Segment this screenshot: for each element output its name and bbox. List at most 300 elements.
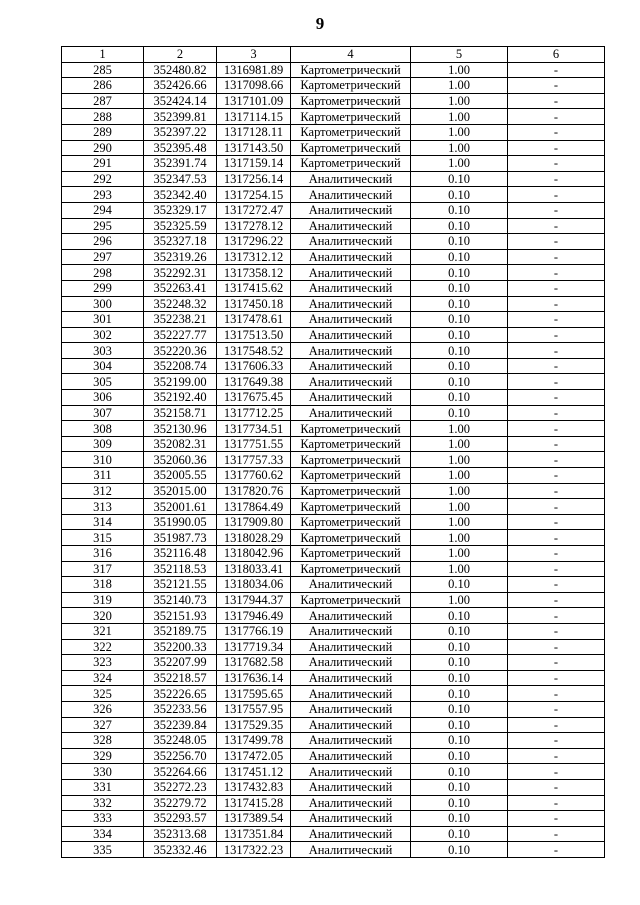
method-cell: Картометрический (291, 561, 411, 577)
note-cell: - (508, 795, 605, 811)
note-cell: - (508, 608, 605, 624)
method-cell: Картометрический (291, 140, 411, 156)
point-number-cell: 302 (62, 327, 144, 343)
method-cell: Аналитический (291, 733, 411, 749)
table-row (62, 171, 605, 187)
table-row (62, 62, 605, 78)
header-cell-5: 5 (411, 47, 508, 63)
table-row (62, 670, 605, 686)
x-coordinate-cell: 352272.23 (144, 779, 217, 795)
note-cell: - (508, 748, 605, 764)
y-coordinate-cell: 1317389.54 (217, 811, 291, 827)
table-row (62, 483, 605, 499)
method-cell: Картометрический (291, 514, 411, 530)
x-coordinate-cell: 352189.75 (144, 623, 217, 639)
accuracy-cell: 0.10 (411, 358, 508, 374)
x-coordinate-cell: 352199.00 (144, 374, 217, 390)
y-coordinate-cell: 1317358.12 (217, 265, 291, 281)
accuracy-cell: 1.00 (411, 592, 508, 608)
table-row (62, 514, 605, 530)
y-coordinate-cell: 1317143.50 (217, 140, 291, 156)
table-row (62, 156, 605, 172)
table-row (62, 265, 605, 281)
note-cell: - (508, 452, 605, 468)
accuracy-cell: 1.00 (411, 561, 508, 577)
method-cell: Картометрический (291, 499, 411, 515)
x-coordinate-cell: 352116.48 (144, 546, 217, 562)
y-coordinate-cell: 1317636.14 (217, 670, 291, 686)
note-cell: - (508, 327, 605, 343)
accuracy-cell: 0.10 (411, 795, 508, 811)
x-coordinate-cell: 352480.82 (144, 62, 217, 78)
table-row (62, 218, 605, 234)
y-coordinate-cell: 1317322.23 (217, 842, 291, 858)
point-number-cell: 314 (62, 514, 144, 530)
y-coordinate-cell: 1317909.80 (217, 514, 291, 530)
y-coordinate-cell: 1317529.35 (217, 717, 291, 733)
point-number-cell: 334 (62, 826, 144, 842)
note-cell: - (508, 265, 605, 281)
accuracy-cell: 0.10 (411, 374, 508, 390)
accuracy-cell: 0.10 (411, 234, 508, 250)
table-row (62, 234, 605, 250)
accuracy-cell: 1.00 (411, 452, 508, 468)
note-cell: - (508, 686, 605, 702)
y-coordinate-cell: 1318033.41 (217, 561, 291, 577)
accuracy-cell: 1.00 (411, 468, 508, 484)
method-cell: Аналитический (291, 218, 411, 234)
y-coordinate-cell: 1317272.47 (217, 202, 291, 218)
accuracy-cell: 0.10 (411, 608, 508, 624)
method-cell: Картометрический (291, 62, 411, 78)
table-row (62, 779, 605, 795)
table-row (62, 312, 605, 328)
y-coordinate-cell: 1317101.09 (217, 93, 291, 109)
x-coordinate-cell: 351990.05 (144, 514, 217, 530)
note-cell: - (508, 140, 605, 156)
method-cell: Аналитический (291, 390, 411, 406)
table-row (62, 452, 605, 468)
y-coordinate-cell: 1317766.19 (217, 623, 291, 639)
point-number-cell: 285 (62, 62, 144, 78)
header-cell-6: 6 (508, 47, 605, 63)
note-cell: - (508, 623, 605, 639)
point-number-cell: 325 (62, 686, 144, 702)
accuracy-cell: 0.10 (411, 842, 508, 858)
y-coordinate-cell: 1317682.58 (217, 655, 291, 671)
x-coordinate-cell: 352227.77 (144, 327, 217, 343)
accuracy-cell: 1.00 (411, 546, 508, 562)
method-cell: Картометрический (291, 421, 411, 437)
accuracy-cell: 0.10 (411, 296, 508, 312)
y-coordinate-cell: 1317351.84 (217, 826, 291, 842)
table-row (62, 93, 605, 109)
x-coordinate-cell: 352248.05 (144, 733, 217, 749)
method-cell: Аналитический (291, 312, 411, 328)
accuracy-cell: 1.00 (411, 514, 508, 530)
table-row (62, 343, 605, 359)
y-coordinate-cell: 1317734.51 (217, 421, 291, 437)
method-cell: Аналитический (291, 686, 411, 702)
y-coordinate-cell: 1317946.49 (217, 608, 291, 624)
accuracy-cell: 1.00 (411, 140, 508, 156)
x-coordinate-cell: 352399.81 (144, 109, 217, 125)
table-row (62, 733, 605, 749)
point-number-cell: 318 (62, 577, 144, 593)
note-cell: - (508, 717, 605, 733)
y-coordinate-cell: 1317415.28 (217, 795, 291, 811)
table-row (62, 842, 605, 858)
point-number-cell: 303 (62, 343, 144, 359)
point-number-cell: 292 (62, 171, 144, 187)
point-number-cell: 289 (62, 124, 144, 140)
table-row (62, 124, 605, 140)
x-coordinate-cell: 352263.41 (144, 280, 217, 296)
accuracy-cell: 0.10 (411, 265, 508, 281)
point-number-cell: 315 (62, 530, 144, 546)
x-coordinate-cell: 352118.53 (144, 561, 217, 577)
point-number-cell: 310 (62, 452, 144, 468)
accuracy-cell: 1.00 (411, 93, 508, 109)
note-cell: - (508, 249, 605, 265)
point-number-cell: 320 (62, 608, 144, 624)
x-coordinate-cell: 352395.48 (144, 140, 217, 156)
note-cell: - (508, 733, 605, 749)
method-cell: Аналитический (291, 623, 411, 639)
note-cell: - (508, 109, 605, 125)
point-number-cell: 290 (62, 140, 144, 156)
note-cell: - (508, 358, 605, 374)
note-cell: - (508, 296, 605, 312)
table-row (62, 140, 605, 156)
x-coordinate-cell: 352001.61 (144, 499, 217, 515)
point-number-cell: 305 (62, 374, 144, 390)
y-coordinate-cell: 1317432.83 (217, 779, 291, 795)
point-number-cell: 332 (62, 795, 144, 811)
accuracy-cell: 0.10 (411, 686, 508, 702)
table-row (62, 577, 605, 593)
y-coordinate-cell: 1317478.61 (217, 312, 291, 328)
x-coordinate-cell: 352207.99 (144, 655, 217, 671)
point-number-cell: 323 (62, 655, 144, 671)
header-cell-1: 1 (62, 47, 144, 63)
method-cell: Картометрический (291, 436, 411, 452)
y-coordinate-cell: 1316981.89 (217, 62, 291, 78)
y-coordinate-cell: 1317499.78 (217, 733, 291, 749)
accuracy-cell: 1.00 (411, 62, 508, 78)
table-row (62, 390, 605, 406)
point-number-cell: 288 (62, 109, 144, 125)
accuracy-cell: 0.10 (411, 187, 508, 203)
table-row (62, 764, 605, 780)
accuracy-cell: 0.10 (411, 733, 508, 749)
y-coordinate-cell: 1317820.76 (217, 483, 291, 499)
note-cell: - (508, 234, 605, 250)
x-coordinate-cell: 352121.55 (144, 577, 217, 593)
x-coordinate-cell: 352293.57 (144, 811, 217, 827)
point-number-cell: 295 (62, 218, 144, 234)
accuracy-cell: 0.10 (411, 717, 508, 733)
accuracy-cell: 1.00 (411, 124, 508, 140)
note-cell: - (508, 390, 605, 406)
note-cell: - (508, 62, 605, 78)
note-cell: - (508, 93, 605, 109)
point-number-cell: 301 (62, 312, 144, 328)
table-body (62, 62, 605, 857)
y-coordinate-cell: 1317757.33 (217, 452, 291, 468)
point-number-cell: 294 (62, 202, 144, 218)
note-cell: - (508, 764, 605, 780)
point-number-cell: 300 (62, 296, 144, 312)
point-number-cell: 316 (62, 546, 144, 562)
table-row (62, 202, 605, 218)
accuracy-cell: 0.10 (411, 577, 508, 593)
table-row (62, 623, 605, 639)
accuracy-cell: 0.10 (411, 826, 508, 842)
note-cell: - (508, 468, 605, 484)
x-coordinate-cell: 352347.53 (144, 171, 217, 187)
accuracy-cell: 0.10 (411, 249, 508, 265)
method-cell: Аналитический (291, 795, 411, 811)
note-cell: - (508, 811, 605, 827)
y-coordinate-cell: 1317254.15 (217, 187, 291, 203)
method-cell: Картометрический (291, 468, 411, 484)
point-number-cell: 309 (62, 436, 144, 452)
point-number-cell: 321 (62, 623, 144, 639)
table-row (62, 811, 605, 827)
note-cell: - (508, 436, 605, 452)
table-row (62, 717, 605, 733)
point-number-cell: 312 (62, 483, 144, 499)
table-row (62, 187, 605, 203)
table-row (62, 795, 605, 811)
accuracy-cell: 0.10 (411, 202, 508, 218)
method-cell: Аналитический (291, 608, 411, 624)
table-row (62, 374, 605, 390)
method-cell: Аналитический (291, 655, 411, 671)
accuracy-cell: 0.10 (411, 779, 508, 795)
accuracy-cell: 1.00 (411, 78, 508, 94)
accuracy-cell: 1.00 (411, 499, 508, 515)
y-coordinate-cell: 1317712.25 (217, 405, 291, 421)
note-cell: - (508, 779, 605, 795)
method-cell: Аналитический (291, 327, 411, 343)
table-row (62, 639, 605, 655)
accuracy-cell: 1.00 (411, 109, 508, 125)
x-coordinate-cell: 352158.71 (144, 405, 217, 421)
x-coordinate-cell: 352325.59 (144, 218, 217, 234)
point-number-cell: 299 (62, 280, 144, 296)
accuracy-cell: 0.10 (411, 280, 508, 296)
method-cell: Аналитический (291, 249, 411, 265)
x-coordinate-cell: 352292.31 (144, 265, 217, 281)
note-cell: - (508, 405, 605, 421)
point-number-cell: 328 (62, 733, 144, 749)
note-cell: - (508, 670, 605, 686)
y-coordinate-cell: 1317451.12 (217, 764, 291, 780)
method-cell: Картометрический (291, 546, 411, 562)
note-cell: - (508, 171, 605, 187)
point-number-cell: 291 (62, 156, 144, 172)
y-coordinate-cell: 1318028.29 (217, 530, 291, 546)
point-number-cell: 322 (62, 639, 144, 655)
x-coordinate-cell: 352005.55 (144, 468, 217, 484)
method-cell: Аналитический (291, 296, 411, 312)
table-row (62, 405, 605, 421)
accuracy-cell: 0.10 (411, 405, 508, 421)
note-cell: - (508, 701, 605, 717)
table-row (62, 436, 605, 452)
x-coordinate-cell: 352192.40 (144, 390, 217, 406)
accuracy-cell: 0.10 (411, 764, 508, 780)
method-cell: Аналитический (291, 343, 411, 359)
method-cell: Аналитический (291, 639, 411, 655)
y-coordinate-cell: 1317760.62 (217, 468, 291, 484)
note-cell: - (508, 655, 605, 671)
accuracy-cell: 0.10 (411, 623, 508, 639)
method-cell: Картометрический (291, 530, 411, 546)
note-cell: - (508, 826, 605, 842)
accuracy-cell: 0.10 (411, 811, 508, 827)
y-coordinate-cell: 1317159.14 (217, 156, 291, 172)
method-cell: Аналитический (291, 701, 411, 717)
x-coordinate-cell: 352220.36 (144, 343, 217, 359)
note-cell: - (508, 124, 605, 140)
y-coordinate-cell: 1317472.05 (217, 748, 291, 764)
method-cell: Аналитический (291, 405, 411, 421)
note-cell: - (508, 280, 605, 296)
point-number-cell: 317 (62, 561, 144, 577)
method-cell: Аналитический (291, 358, 411, 374)
note-cell: - (508, 78, 605, 94)
table-row (62, 561, 605, 577)
table-row (62, 78, 605, 94)
x-coordinate-cell: 352426.66 (144, 78, 217, 94)
y-coordinate-cell: 1317719.34 (217, 639, 291, 655)
method-cell: Картометрический (291, 124, 411, 140)
x-coordinate-cell: 352060.36 (144, 452, 217, 468)
table-row (62, 358, 605, 374)
table-row (62, 327, 605, 343)
point-number-cell: 335 (62, 842, 144, 858)
method-cell: Аналитический (291, 717, 411, 733)
y-coordinate-cell: 1318034.06 (217, 577, 291, 593)
method-cell: Аналитический (291, 171, 411, 187)
accuracy-cell: 1.00 (411, 156, 508, 172)
x-coordinate-cell: 352342.40 (144, 187, 217, 203)
method-cell: Аналитический (291, 577, 411, 593)
x-coordinate-cell: 352424.14 (144, 93, 217, 109)
x-coordinate-cell: 352319.26 (144, 249, 217, 265)
y-coordinate-cell: 1317114.15 (217, 109, 291, 125)
note-cell: - (508, 514, 605, 530)
header-row (62, 47, 605, 63)
table-row (62, 249, 605, 265)
accuracy-cell: 0.10 (411, 639, 508, 655)
y-coordinate-cell: 1317675.45 (217, 390, 291, 406)
y-coordinate-cell: 1317312.12 (217, 249, 291, 265)
method-cell: Картометрический (291, 93, 411, 109)
method-cell: Картометрический (291, 592, 411, 608)
method-cell: Картометрический (291, 78, 411, 94)
table-row (62, 296, 605, 312)
x-coordinate-cell: 352397.22 (144, 124, 217, 140)
point-number-cell: 293 (62, 187, 144, 203)
accuracy-cell: 0.10 (411, 312, 508, 328)
method-cell: Картометрический (291, 452, 411, 468)
x-coordinate-cell: 352226.65 (144, 686, 217, 702)
table-row (62, 530, 605, 546)
method-cell: Аналитический (291, 779, 411, 795)
x-coordinate-cell: 352140.73 (144, 592, 217, 608)
x-coordinate-cell: 352233.56 (144, 701, 217, 717)
y-coordinate-cell: 1317944.37 (217, 592, 291, 608)
method-cell: Аналитический (291, 764, 411, 780)
note-cell: - (508, 546, 605, 562)
accuracy-cell: 0.10 (411, 327, 508, 343)
point-number-cell: 308 (62, 421, 144, 437)
page-number: 9 (315, 14, 325, 33)
note-cell: - (508, 577, 605, 593)
y-coordinate-cell: 1318042.96 (217, 546, 291, 562)
table-row (62, 592, 605, 608)
note-cell: - (508, 218, 605, 234)
method-cell: Аналитический (291, 670, 411, 686)
point-number-cell: 319 (62, 592, 144, 608)
accuracy-cell: 1.00 (411, 436, 508, 452)
method-cell: Аналитический (291, 280, 411, 296)
note-cell: - (508, 483, 605, 499)
accuracy-cell: 0.10 (411, 655, 508, 671)
method-cell: Картометрический (291, 483, 411, 499)
point-number-cell: 313 (62, 499, 144, 515)
note-cell: - (508, 202, 605, 218)
y-coordinate-cell: 1317098.66 (217, 78, 291, 94)
accuracy-cell: 0.10 (411, 218, 508, 234)
y-coordinate-cell: 1317128.11 (217, 124, 291, 140)
x-coordinate-cell: 351987.73 (144, 530, 217, 546)
accuracy-cell: 0.10 (411, 748, 508, 764)
x-coordinate-cell: 352248.32 (144, 296, 217, 312)
x-coordinate-cell: 352313.68 (144, 826, 217, 842)
method-cell: Аналитический (291, 234, 411, 250)
x-coordinate-cell: 352239.84 (144, 717, 217, 733)
table-row (62, 280, 605, 296)
accuracy-cell: 0.10 (411, 390, 508, 406)
method-cell: Аналитический (291, 374, 411, 390)
table-row (62, 468, 605, 484)
point-number-cell: 326 (62, 701, 144, 717)
method-cell: Картометрический (291, 109, 411, 125)
coordinates-table (61, 46, 605, 858)
point-number-cell: 333 (62, 811, 144, 827)
y-coordinate-cell: 1317557.95 (217, 701, 291, 717)
method-cell: Аналитический (291, 826, 411, 842)
x-coordinate-cell: 352130.96 (144, 421, 217, 437)
accuracy-cell: 0.10 (411, 701, 508, 717)
table-row (62, 546, 605, 562)
note-cell: - (508, 592, 605, 608)
x-coordinate-cell: 352327.18 (144, 234, 217, 250)
note-cell: - (508, 842, 605, 858)
point-number-cell: 327 (62, 717, 144, 733)
table-row (62, 109, 605, 125)
point-number-cell: 287 (62, 93, 144, 109)
header-cell-4: 4 (291, 47, 411, 63)
note-cell: - (508, 343, 605, 359)
x-coordinate-cell: 352200.33 (144, 639, 217, 655)
table-row (62, 655, 605, 671)
